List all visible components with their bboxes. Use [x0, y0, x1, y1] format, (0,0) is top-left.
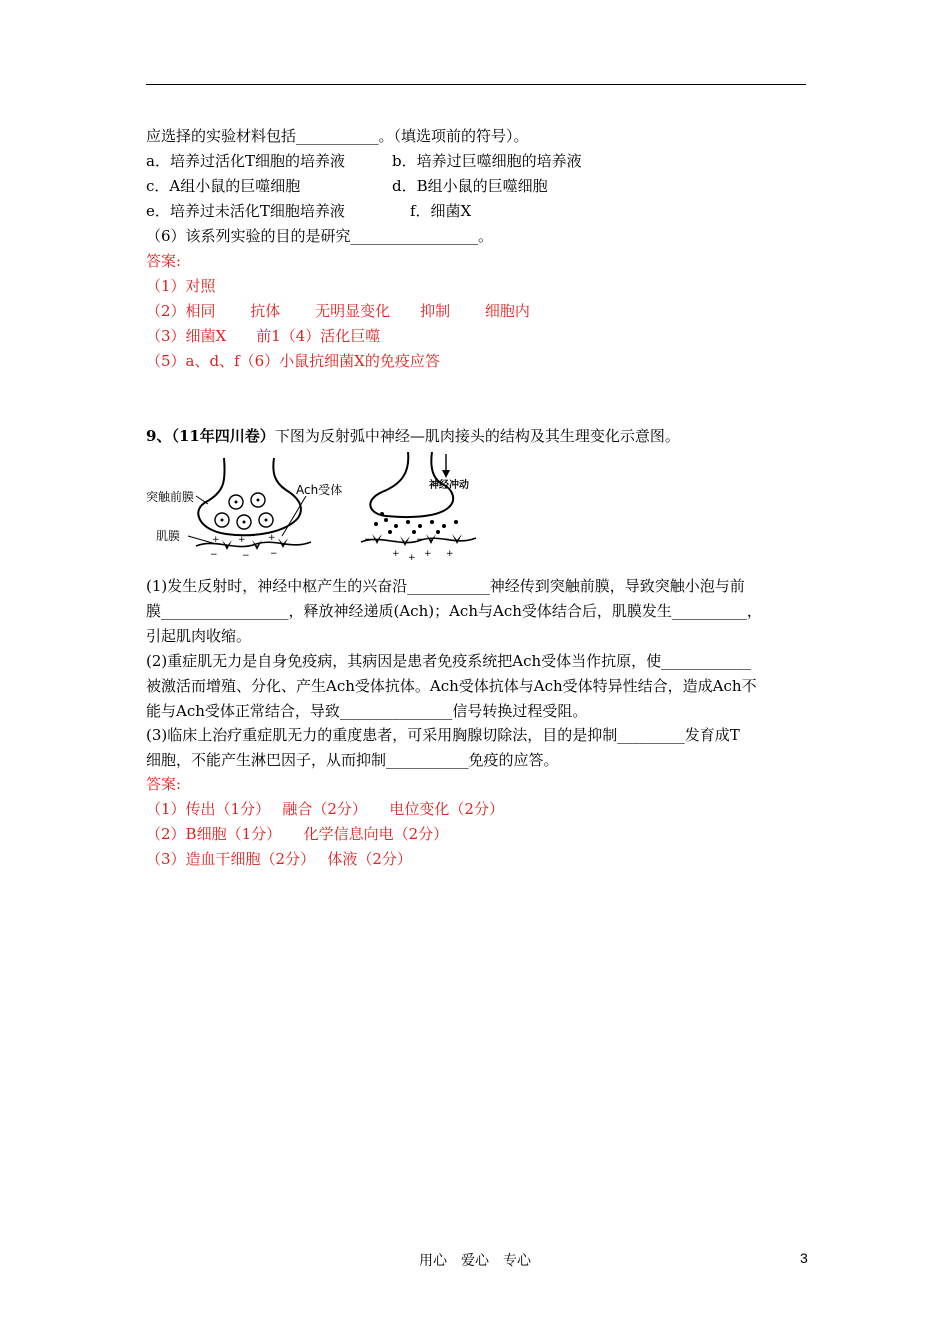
q9-p1-line2: 膜_________________，释放神经递质(Ach)；Ach与Ach受体结合后，肌膜发生__________， — [146, 602, 762, 620]
option-f: f．细菌X — [410, 202, 472, 220]
leader-presynaptic — [196, 496, 208, 504]
q9-p2-line3: 能与Ach受体正常结合，导致_______________信号转换过程受阻。 — [146, 702, 588, 720]
q8-options-row3 — [146, 201, 472, 221]
header-rule — [146, 84, 806, 85]
q9-heading — [146, 426, 680, 446]
q8-answer-1: （1）对照 — [146, 277, 216, 295]
q9-stem: 下图为反射弧中神经—肌肉接头的结构及其生理变化示意图。 — [274, 427, 680, 445]
q9-p2-line1: (2)重症肌无力是自身免疫病，其病因是患者免疫系统把Ach受体当作抗原，使____________ — [146, 652, 752, 670]
svg-text:+: + — [268, 533, 276, 543]
label-impulse: 神经冲动 — [429, 480, 469, 491]
svg-text:−: − — [416, 535, 424, 545]
q9-p1-line1: (1)发生反射时，神经中枢产生的兴奋沿___________神经传到突触前膜，导致突触小泡与前 — [146, 577, 745, 595]
option-e: e．培养过未活化T细胞培养液 — [146, 202, 345, 220]
label-receptor: Ach受体 — [296, 483, 343, 497]
presynaptic-terminal-left — [198, 458, 301, 535]
svg-text:+: + — [408, 553, 416, 562]
svg-text:+: + — [446, 549, 454, 559]
svg-text:−: − — [270, 549, 278, 559]
leader-receptor — [282, 496, 306, 536]
q8-sub6: （6）该系列实验的目的是研究_________________。 — [146, 227, 494, 245]
q9-number: 9、 — [146, 427, 172, 445]
q8-options-row1 — [146, 151, 582, 171]
option-d: d．B组小鼠的巨噬细胞 — [392, 177, 548, 195]
svg-text:+: + — [424, 549, 432, 559]
q9-answer-2: （2）B细胞（1分） 化学信息向电（2分） — [146, 825, 449, 843]
svg-text:−: − — [364, 535, 372, 545]
q9-source: （11年四川卷） — [171, 427, 275, 445]
label-presynaptic: 突触前膜 — [146, 490, 195, 504]
page-number: 3 — [800, 1250, 808, 1266]
synaptic-vesicles — [215, 493, 273, 529]
ach-receptors-left — [222, 538, 288, 550]
q9-answer-3: （3）造血干细胞（2分） 体液（2分） — [146, 850, 412, 868]
label-muscle: 肌膜 — [156, 529, 181, 543]
synapse-figure — [146, 452, 486, 562]
q9-p3-line1: (3)临床上治疗重症肌无力的重度患者，可采用胸腺切除法，目的是抑制_________发育成T — [146, 726, 740, 744]
svg-text:−: − — [390, 537, 398, 547]
svg-text:+: + — [238, 535, 246, 545]
option-c: c．A组小鼠的巨噬细胞 — [146, 177, 301, 195]
svg-text:−: − — [210, 550, 218, 560]
q8-answer-2: （2）相同 抗体 无明显变化 抑制 细胞内 — [146, 302, 530, 320]
q9-p1-line3: 引起肌肉收缩。 — [146, 627, 252, 645]
q9-answer-label: 答案: — [146, 775, 182, 793]
svg-text:−: − — [242, 551, 250, 561]
option-b: b．培养过巨噬细胞的培养液 — [392, 152, 582, 170]
q8-line1: 应选择的实验材料包括___________。（填选项前的符号）。 — [146, 127, 529, 145]
q8-answer-3: （3）细菌X 前1（4）活化巨噬 — [146, 327, 381, 345]
impulse-arrow-head — [442, 470, 450, 478]
q8-answer-4: （5）a、d、f（6）小鼠抗细菌X的免疫应答 — [146, 352, 440, 370]
svg-text:−: − — [442, 535, 450, 545]
q8-answer-label: 答案: — [146, 252, 182, 270]
svg-text:+: + — [392, 549, 400, 559]
vesicle-dots — [221, 499, 268, 524]
q8-options-row2 — [146, 176, 548, 196]
q9-answer-1: （1）传出（1分） 融合（2分） 电位变化（2分） — [146, 800, 504, 818]
option-a: a．培养过活化T细胞的培养液 — [146, 152, 345, 170]
q9-p2-line2: 被激活而增殖、分化、产生Ach受体抗体。Ach受体抗体与Ach受体特异性结合，造成Ach不 — [146, 677, 757, 695]
svg-text:+: + — [212, 535, 220, 545]
q9-p3-line2: 细胞，不能产生淋巴因子，从而抑制___________免疫的应答。 — [146, 751, 559, 769]
footer-motto: 用心 爱心 专心 — [419, 1253, 531, 1269]
